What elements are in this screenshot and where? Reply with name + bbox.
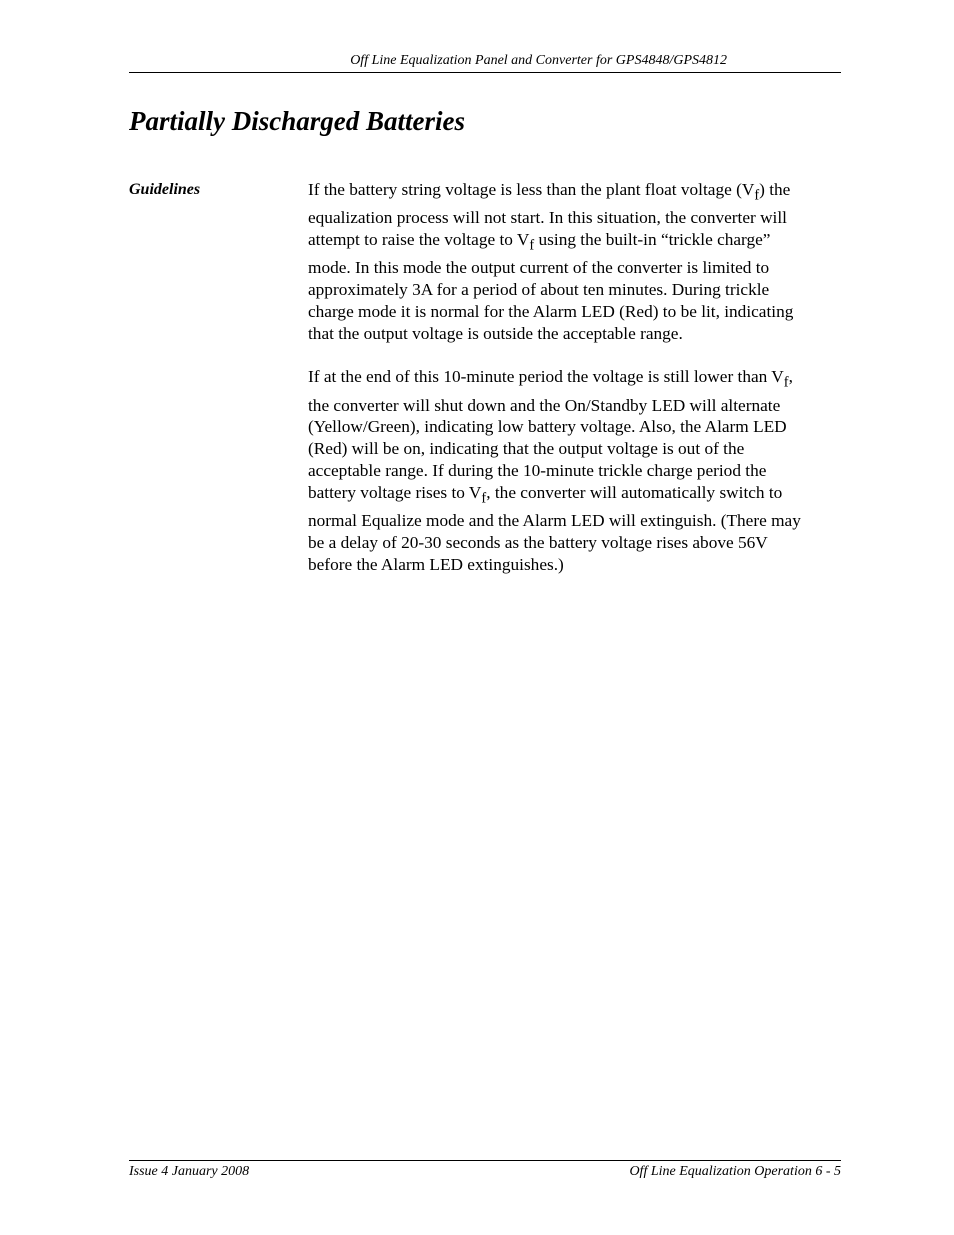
paragraph-line: If at the end of this 10-minute period the voltage is still lower than $V_f$, [308,367,793,391]
paragraph-line: attempt to raise the voltage to $V_f$ using the built-in “trickle charge” [308,230,771,254]
guidelines-label: Guidelines [129,181,201,198]
running-footer [129,1160,841,1185]
paragraph-line: acceptable range. If during the 10-minute trickle charge period the [308,460,767,480]
paragraph-line: mode. In this mode the output current of the converter is limited to [308,258,770,278]
running-header [129,52,841,73]
paragraph-line: be a delay of 20-30 seconds as the battery voltage rises above 56V [308,532,768,552]
paragraph-line: the converter will shut down and the On/Standby LED will alternate [308,395,781,415]
paragraph-gap [308,344,848,366]
paragraph-line: equalization process will not start. In this situation, the converter will [308,208,787,228]
paragraph-line: (Yellow/Green), indicating low battery voltage. Also, the Alarm LED [308,417,787,437]
footer-page-number: Off Line Equalization Operation 6 - 5 [629,1164,841,1179]
header-title: Off Line Equalization Panel and Converter for GPS4848/GPS4812 [350,53,727,68]
paragraph-line: that the output voltage is outside the acceptable range. [308,323,683,343]
guidelines-body [308,179,848,575]
footer-issue-date: Issue 4 January 2008 [129,1164,250,1179]
paragraph-line: before the Alarm LED extinguishes.) [308,554,564,574]
subscript-f: f [529,237,535,254]
paragraph-line: If the battery string voltage is less than the plant float voltage $(V_f)$ the [308,180,791,204]
subscript-f: f [481,490,487,507]
paragraph-line: (Red) will be on, indicating that the output voltage is out of the [308,439,745,459]
paragraph-line: normal Equalize mode and the Alarm LED will extinguish. (There may [308,510,801,530]
subscript-f: f [754,187,760,204]
paragraph-line: charge mode it is normal for the Alarm LED (Red) to be lit, indicating [308,301,794,321]
section-title: Partially Discharged Batteries [129,106,465,136]
subscript-f: f [783,374,789,391]
paragraph-line: battery voltage rises to $V_f$, the converter will automatically switch to [308,482,783,507]
paragraph-line: approximately 3A for a period of about ten minutes. During trickle [308,280,770,300]
paragraph-shutdown [308,366,848,575]
paragraph-trickle-charge [308,179,848,344]
